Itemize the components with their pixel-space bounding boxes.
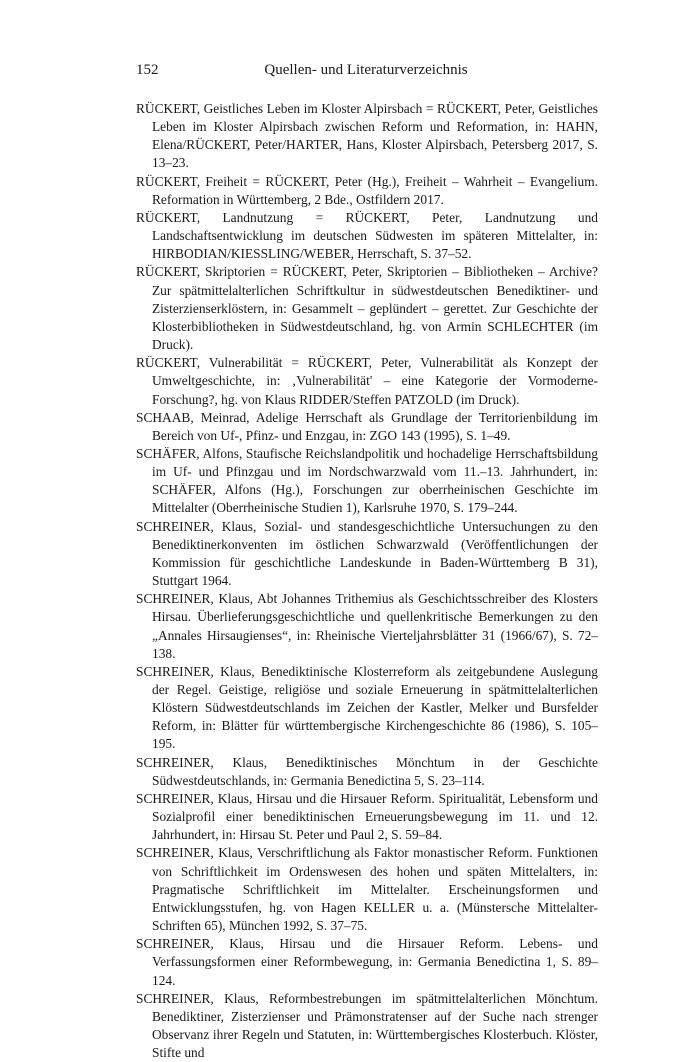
bibliography-list — [136, 100, 598, 1062]
bibliography-entry: SCHREINER, Klaus, Benediktinische Klosterreform als zeitgebundene Auslegung der Regel. Geistige, religiöse und soziale Erneuerung in spätmittelalterlichen Klöstern Südwestdeutschlands im Zeichen der Kastler, Melker und Bursfelder Reform, in: Blätter für württembergische Kirchengeschichte 86 (1986), S. 105–195. — [136, 663, 598, 752]
bibliography-entry: SCHREINER, Klaus, Abt Johannes Trithemius als Geschichtsschreiber des Klosters Hirsau. Überlieferungsgeschichtliche und quellenkritische Bemerkungen zu den „Annales Hirsaugienses“, in: Rheinische Vierteljahrsblätter 31 (1966/67), S. 72–138. — [136, 591, 598, 661]
bibliography-entry: SCHREINER, Klaus, Benediktinisches Mönchtum in der Geschichte Südwestdeutschlands, in: Germania Benedictina 5, S. 23–114. — [136, 754, 598, 788]
bibliography-entry: SCHAAB, Meinrad, Adelige Herrschaft als Grundlage der Territorienbildung im Bereich von Uf-, Pfinz- und Enzgau, in: ZGO 143 (1995), S. 1–49. — [136, 409, 598, 443]
bibliography-entry: RÜCKERT, Landnutzung = RÜCKERT, Peter, Landnutzung und Landschaftsentwicklung im deutschen Südwesten im späteren Mittelalter, in: HIRBODIAN/KIESSLING/WEBER, Herrschaft, S. 37–52. — [136, 209, 598, 262]
bibliography-entry: SCHREINER, Klaus, Verschriftlichung als Faktor monastischer Reform. Funktionen von Schriftlichkeit im Ordenswesen des hohen und späten Mittelalters, in: Pragmatische Schriftlichkeit im Mittelalter. Erscheinungsformen und Entwicklungsstufen, hg. von Hagen KELLER u. a. (Münstersche Mittelalter-Schriften 65), München 1992, S. 37–75. — [136, 845, 598, 934]
running-title: Quellen- und Literaturverzeichnis — [264, 62, 468, 78]
bibliography-entry: SCHREINER, Klaus, Hirsau und die Hirsauer Reform. Lebens- und Verfassungsformen einer Reformbewegung, in: Germania Benedictina 1, S. 89–124. — [136, 936, 598, 988]
bibliography-entry: SCHREINER, Klaus, Hirsau und die Hirsauer Reform. Spiritualität, Lebensform und Sozialprofil einer benediktinischen Erneuerungsbewegung im 11. und 12. Jahrhundert, in: Hirsau St. Peter und Paul 2, S. 59–84. — [136, 790, 598, 843]
bibliography-entry: RÜCKERT, Skriptorien = RÜCKERT, Peter, Skriptorien – Bibliotheken – Archive? Zur spätmittelalterlichen Schriftkultur in südwestdeutschen Benediktiner- und Zisterzienserklöstern, in: Gesammelt – geplündert – gerettet. Zur Geschichte der Klosterbibliotheken in Südwestdeutschland, hg. von Armin SCHLECHTER (im Druck). — [136, 264, 598, 353]
page-header — [136, 62, 596, 84]
page-number: 152 — [136, 62, 159, 78]
bibliography-entry: RÜCKERT, Freiheit = RÜCKERT, Peter (Hg.), Freiheit – Wahrheit – Evangelium. Reformation in Württemberg, 2 Bde., Ostfildern 2017. — [136, 173, 598, 207]
bibliography-entry: RÜCKERT, Geistliches Leben im Kloster Alpirsbach = RÜCKERT, Peter, Geistliches Leben im Kloster Alpirsbach zwischen Reform und Reformation, in: HAHN, Elena/RÜCKERT, Peter/HARTER, Hans, Kloster Alpirsbach, Petersberg 2017, S. 13–23. — [136, 101, 598, 171]
bibliography-entry: RÜCKERT, Vulnerabilität = RÜCKERT, Peter, Vulnerabilität als Konzept der Umweltgeschichte, in: ‚Vulnerabilität' – eine Kategorie der Vormoderne-Forschung?, hg. von Klaus RIDDER/Steffen PATZOLD (im Druck). — [136, 355, 598, 407]
bibliography-entry: SCHREINER, Klaus, Sozial- und standesgeschichtliche Untersuchungen zu den Benediktinerkonventen im östlichen Schwarzwald (Veröffentlichungen der Kommission für geschichtliche Landeskunde in Baden-Württemberg B 31), Stuttgart 1964. — [136, 518, 598, 589]
bibliography-entry: SCHÄFER, Alfons, Staufische Reichslandpolitik und hochadelige Herrschaftsbildung im Uf- und Pfinzgau und im Nordschwarzwald vom 11.–13. Jahrhundert, in: SCHÄFER, Alfons (Hg.), Forschungen zur oberrheinischen Geschichte im Mittelalter (Oberrheinische Studien 1), Karlsruhe 1970, S. 179–244. — [136, 445, 598, 516]
bibliography-entry: SCHREINER, Klaus, Reformbestrebungen im spätmittelalterlichen Mönchtum. Benediktiner, Zisterzienser und Prämonstratenser auf der Suche nach strenger Observanz ihrer Regeln und Statuten, in: Württembergisches Klosterbuch. Klöster, Stifte und — [136, 990, 598, 1061]
